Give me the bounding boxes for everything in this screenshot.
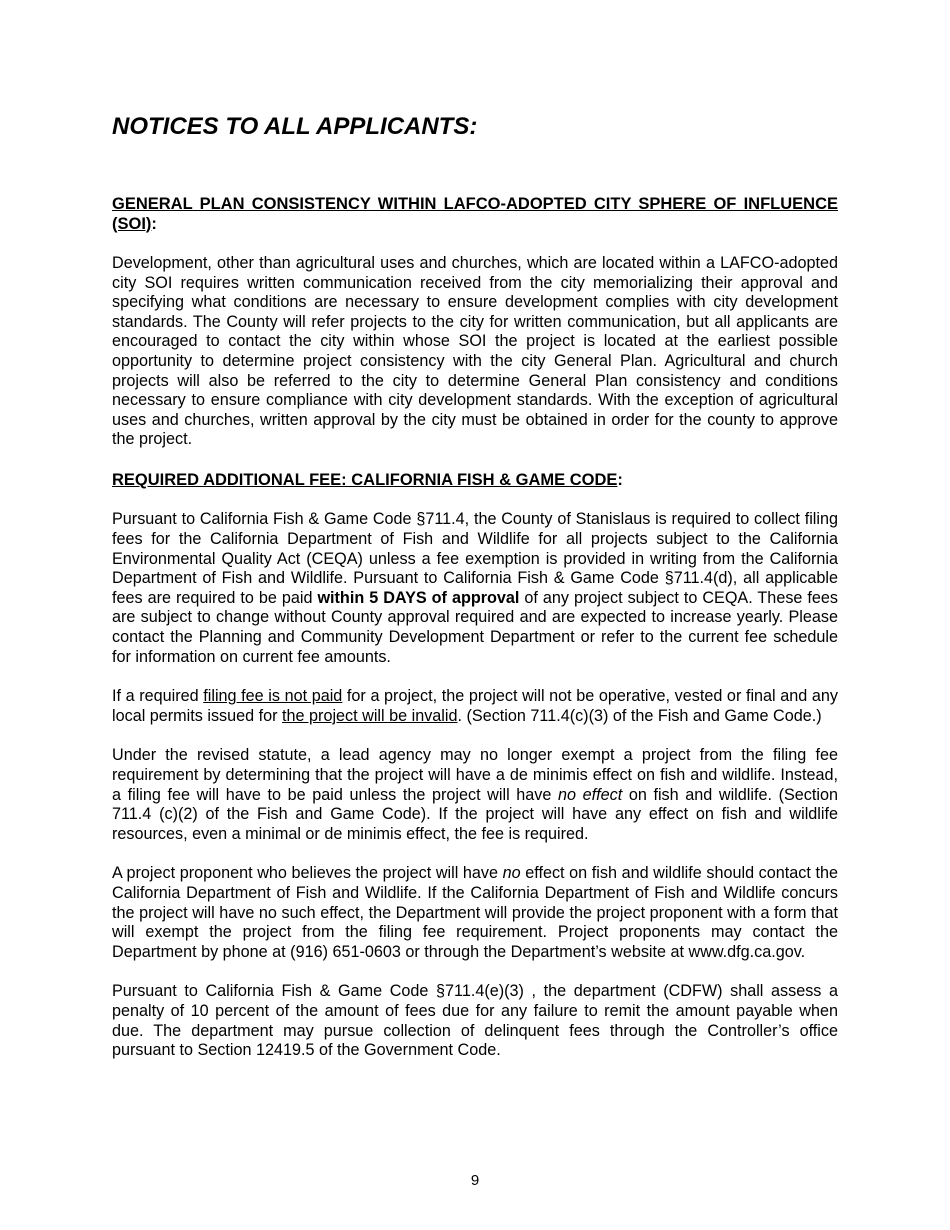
document-page	[112, 112, 838, 1061]
fee-paragraph-1	[112, 510, 838, 667]
fee-p2-text-2: for a project, the project will not be operative, vested or final and any local permits issued for	[112, 687, 838, 725]
fee-p4-text-2: effect on fish and wildlife should contact the California Department of Fish and Wildlife. If the California Department of Fish and Wildlife concurs the project will have no such effect, the Department will provide the project proponent with a form that will exempt the project from the filing fee requirement. Project proponents may contact the Department by phone at (916) 651-0603 or through the Department’s website at www.dfg.ca.gov.	[112, 864, 838, 961]
fee-heading-colon: :	[617, 470, 623, 489]
fee-paragraph-5: Pursuant to California Fish & Game Code §711.4(e)(3) , the department (CDFW) shall assess a penalty of 10 percent of the amount of fees due for any failure to remit the amount payable when due. The department may pursue collection of delinquent fees through the Controller’s office pursuant to Section 12419.5 of the Government Code.	[112, 982, 838, 1060]
fee-p2-underline-2: the project will be invalid	[282, 706, 458, 725]
soi-paragraph: Development, other than agricultural uses and churches, which are located within a LAFCO-adopted city SOI requires written communication received from the city memorializing their approval and specifying what conditions are necessary to ensure development complies with city development standards. The County will refer projects to the city for written communication, but all applicants are encouraged to contact the city within whose SOI the project is located at the earliest possible opportunity to determine project consistency with the city General Plan. Agricultural and church projects will also be referred to the city to determine General Plan consistency and conditions necessary to ensure compliance with city development standards. With the exception of agricultural uses and churches, written approval by the city must be obtained in order for the county to approve the project.	[112, 254, 838, 449]
fee-p1-bold: within 5 DAYS of approval	[317, 588, 520, 607]
fee-p4-text-1: A project proponent who believes the project will have	[112, 864, 503, 883]
fee-p4-italic: no	[502, 864, 521, 883]
fee-p3-italic: no effect	[558, 785, 623, 804]
fee-p3-text-1: Under the revised statute, a lead agency may no longer exempt a project from the filing fee requirement by determining that the project will have a de minimis effect on fish and wildlife. Instead, a filing fee will have to be paid unless the project will have	[112, 746, 838, 804]
fee-p2-underline-1: filing fee is not paid	[203, 687, 343, 706]
fee-p1-text-1: Pursuant to California Fish & Game Code §711.4, the County of Stanislaus is required to collect filing fees for the California Department of Fish and Wildlife for all projects subject to the California Environmental Quality Act (CEQA) unless a fee exemption is provided in writing from the California Department of Fish and Wildlife. Pursuant to California Fish & Game Code §711.4(d), all applicable fees are required to be paid	[112, 510, 838, 607]
fee-paragraph-3	[112, 746, 838, 844]
soi-heading-text: GENERAL PLAN CONSISTENCY WITHIN LAFCO-ADOPTED CITY SPHERE OF INFLUENCE (SOI)	[112, 195, 838, 233]
fee-p2-text-3: . (Section 711.4(c)(3) of the Fish and Game Code.)	[457, 706, 822, 725]
soi-section-heading	[112, 195, 838, 234]
fee-paragraph-2	[112, 687, 838, 726]
fee-paragraph-4	[112, 864, 838, 962]
fee-p1-text-2: of any project subject to CEQA. These fees are subject to change without County approval required and are expected to increase yearly. Please contact the Planning and Community Development Department or refer to the current fee schedule for information on current fee amounts.	[112, 588, 839, 666]
page-number: 9	[470, 1172, 480, 1189]
fee-p3-text-2: on fish and wildlife. (Section 711.4 (c)(2) of the Fish and Game Code). If the project will have any effect on fish and wildlife resources, even a minimal or de minimis effect, the fee is required.	[112, 785, 838, 843]
soi-heading-colon: :	[151, 214, 157, 233]
page-title: NOTICES TO ALL APPLICANTS:	[112, 113, 478, 140]
fee-heading-text: REQUIRED ADDITIONAL FEE: CALIFORNIA FISH & GAME CODE	[112, 470, 618, 489]
fee-section-heading	[112, 471, 838, 491]
fee-p2-text-1: If a required	[112, 687, 204, 706]
